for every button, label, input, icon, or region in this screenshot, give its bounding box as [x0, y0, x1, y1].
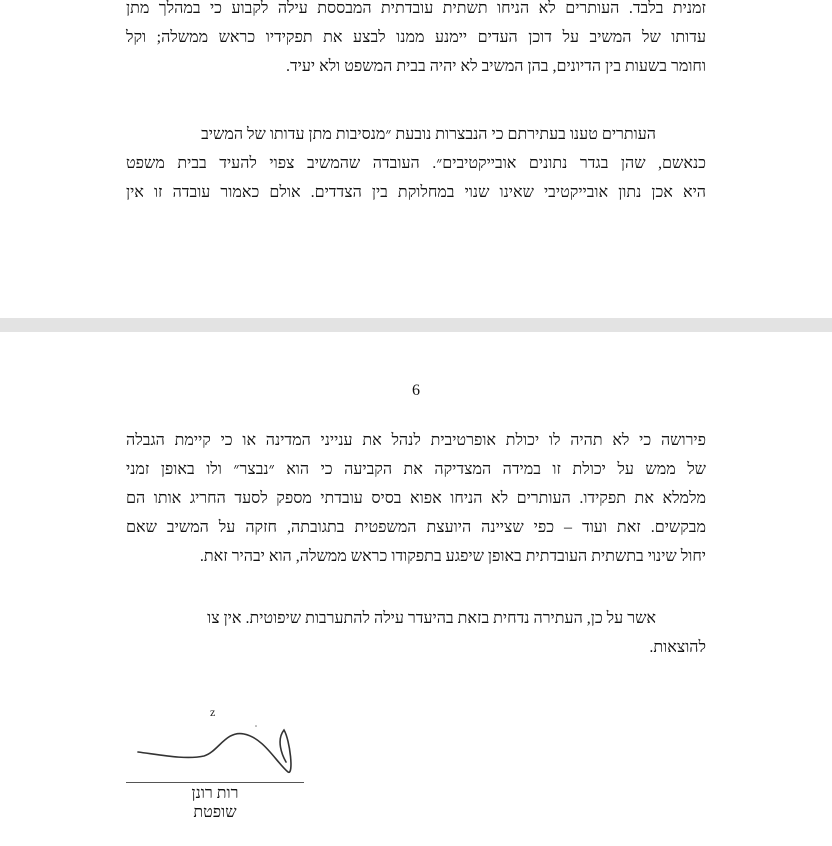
text-line: של ממש על יכולת זו במידה המצדיקה את הקביעה כי הוא ״נבצר״ ולו באופן זמני [126, 461, 706, 478]
document-page-6 [0, 332, 832, 846]
text-line: להוצאות. [649, 639, 706, 656]
paragraph [126, 0, 706, 81]
document-page-5 [0, 0, 832, 318]
text-line: כנאשם, שהן בגדר נתונים אובייקטיבים״. העובדה שהמשיב צפוי להעיד בבית משפט [126, 155, 706, 172]
signature-line [126, 782, 304, 783]
text-line: עדותו של המשיב על דוכן העדים יימנע ממנו לבצע את תפקידיו כראש ממשלה; וקל [126, 29, 706, 46]
text-line: יחול שינוי בתשתית העובדתית באופן שיפגע בתפקודו כראש ממשלה, הוא יבהיר זאת. [199, 548, 706, 565]
text-line: העותרים טענו בעתירתם כי הנבצרות נובעת ״מנסיבות מתן עדותו של המשיב [201, 126, 656, 143]
signature-scribble-icon [126, 700, 304, 782]
text-line: אשר על כן, העתירה נדחית בזאת בהיעדר עילה להתערבות שיפוטית. אין צו [207, 610, 656, 627]
paragraph [126, 120, 706, 207]
text-line: וחומר בשעות בין הדיונים, בהן המשיב לא יהיה בבית המשפט ולא יעיד. [285, 58, 706, 75]
text-line: מבקשים. זאת ועוד – כפי שציינה היועצת המשפטית בתגובתה, חזקה על המשיב שאם [126, 519, 706, 536]
text-line: פירושה כי לא תהיה לו יכולת אופרטיבית לנהל את ענייני המדינה או כי קיימת הגבלה [126, 432, 706, 449]
svg-text:z: z [210, 705, 216, 719]
paragraph [126, 604, 706, 662]
page-number: 6 [412, 382, 420, 399]
text-line: זמנית בלבד. העותרים לא הניחו תשתית עובדתית המבססת עילה לקבוע כי במהלך מתן [126, 0, 706, 17]
signature-block [126, 700, 304, 840]
paragraph [126, 426, 706, 571]
text-line: היא אכן נתון אובייקטיבי שאינו שנוי במחלוקת בין הצדדים. אולם כאמור עובדה זו אין [126, 184, 706, 201]
text-line: מלמלא את תפקידו. העותרים לא הניחו אפוא בסיס עובדתי מספק לסעד החריג אותו הם [126, 490, 706, 507]
judge-name: רות רונן [191, 785, 239, 802]
page-separator [0, 318, 832, 332]
judge-title: שופטת [193, 804, 237, 821]
